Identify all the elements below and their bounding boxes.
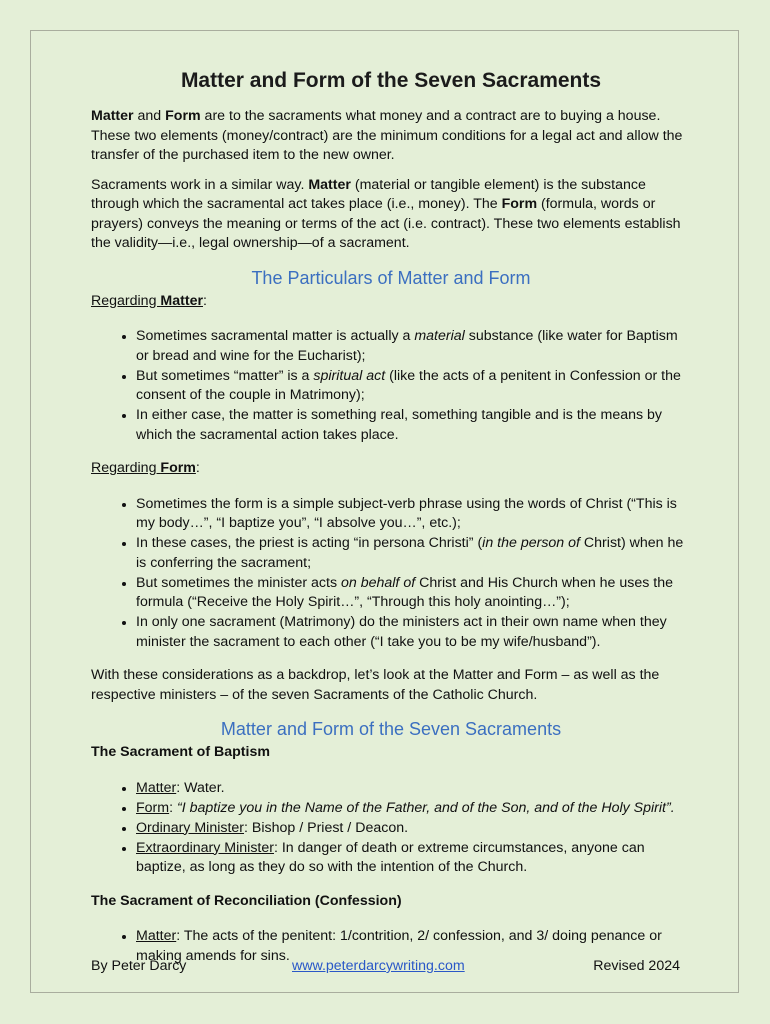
item-label: Matter — [136, 928, 177, 944]
intro-form-term: Form — [501, 196, 538, 212]
list-text: : In danger of death or extreme circumstances, anyone can baptize, as long as they do so with the intention of the Church. — [136, 839, 645, 875]
list-text: In only one sacrament (Matrimony) do the ministers act in their own name when they minister the sacrament to each other (“I take you to be my wife/husband”). — [136, 614, 667, 650]
list-text: substance (like water for Baptism or bread and wine for the Eucharist); — [136, 328, 678, 364]
list-text: Christ and His Church when he uses the formula (“Receive the Holy Spirit…”, “Through this holy anointing…”); — [136, 574, 674, 610]
list-text: (like the acts of a penitent in Confession or the consent of the couple in Matrimony); — [136, 367, 681, 403]
form-list — [91, 495, 691, 653]
intro-text: are to the sacraments what money and a contract are to buying a house. These two elements (money/contract) are the minimum conditions for a legal act and allow the transfer of the purchased item to the new owner. — [91, 108, 683, 163]
intro-text: (formula, words or prayers) conveys the meaning or terms of the act (i.e. contract). These two elements establish the validity—i.e., legal ownership—of a sacrament. — [91, 196, 681, 251]
footer-revised: Revised 2024 — [593, 958, 680, 974]
list-item — [136, 574, 691, 613]
list-text: Sometimes sacramental matter is actually a — [136, 328, 415, 344]
regarding-term: Form — [160, 460, 196, 476]
footer-author: By Peter Darcy — [91, 958, 187, 974]
list-text: But sometimes “matter” is a — [136, 367, 314, 384]
list-item — [136, 613, 691, 652]
section-heading-particulars: The Particulars of Matter and Form — [251, 267, 531, 288]
footer-website-link[interactable]: www.peterdarcywriting.com — [292, 958, 465, 974]
list-item — [136, 495, 691, 534]
item-label: Matter — [136, 779, 177, 796]
regarding-text: Regarding — [91, 460, 161, 476]
intro-form-term: Form — [165, 108, 201, 124]
item-label: Ordinary Minister — [136, 819, 245, 836]
item-label: Extraordinary Minister — [136, 839, 274, 856]
list-emphasis: material — [414, 328, 465, 344]
list-emphasis: in the person of — [482, 535, 580, 551]
baptism-heading: The Sacrament of Baptism — [91, 744, 270, 760]
list-text: In either case, the matter is something real, something tangible and is the means by which the sacramental action takes place. — [136, 407, 663, 443]
list-text: : The acts of the penitent: 1/contrition, 2/ confession, and 3/ doing penance or making amends for sins. — [136, 928, 662, 964]
reconciliation-heading: The Sacrament of Reconciliation (Confession) — [91, 892, 402, 909]
regarding-text: Regarding — [91, 292, 161, 309]
list-text: Sometimes the form is a simple subject-verb phrase using the words of Christ (“This is my body…”, “I baptize you”, “I absolve you…”, etc.); — [136, 495, 677, 531]
document-title: Matter and Form of the Seven Sacraments — [180, 69, 602, 92]
regarding-colon: : — [203, 292, 207, 309]
list-item — [136, 327, 691, 366]
list-item — [136, 779, 691, 799]
list-text: Christ) when he is conferring the sacrament; — [136, 535, 684, 571]
list-text: : — [169, 799, 177, 816]
document-body — [91, 66, 691, 980]
page-footer — [91, 958, 680, 978]
list-text: But sometimes the minister acts — [136, 574, 341, 591]
intro-text: Sacraments work in a similar way. — [91, 176, 309, 193]
list-item — [136, 819, 691, 839]
list-item — [136, 534, 691, 573]
regarding-matter-label — [91, 292, 691, 312]
section-heading-seven-sacraments: Matter and Form of the Seven Sacraments — [220, 719, 562, 739]
list-item — [136, 839, 691, 878]
regarding-colon: : — [195, 460, 200, 476]
list-text: In these cases, the priest is acting “in persona Christi” ( — [136, 535, 483, 551]
list-item — [136, 367, 691, 406]
intro-matter-term: Matter — [91, 108, 134, 124]
intro-paragraph-1 — [91, 107, 691, 166]
list-item — [136, 799, 691, 819]
list-emphasis: “I baptize you in the Name of the Father, and of the Son, and of the Holy Spirit”. — [177, 799, 675, 816]
intro-text: (material or tangible element) is the substance through which the sacramental act takes place (i.e., money). The — [91, 176, 646, 212]
list-item — [136, 406, 691, 445]
intro-paragraph-2 — [91, 176, 691, 254]
regarding-term: Matter — [160, 292, 203, 309]
item-label: Form — [136, 799, 170, 816]
baptism-list — [91, 779, 691, 878]
list-text: : Bishop / Priest / Deacon. — [244, 819, 409, 836]
intro-matter-term: Matter — [308, 176, 351, 193]
intro-text: and — [133, 108, 166, 124]
list-emphasis: on behalf of — [341, 574, 416, 591]
list-text: : Water. — [176, 779, 225, 796]
bridge-paragraph: With these considerations as a backdrop, let’s look at the Matter and Form – as well as the respective ministers – of the seven Sacraments of the Catholic Church. — [91, 667, 660, 703]
list-emphasis: spiritual act — [313, 367, 386, 384]
regarding-form-label — [91, 459, 691, 479]
matter-list — [91, 327, 691, 445]
